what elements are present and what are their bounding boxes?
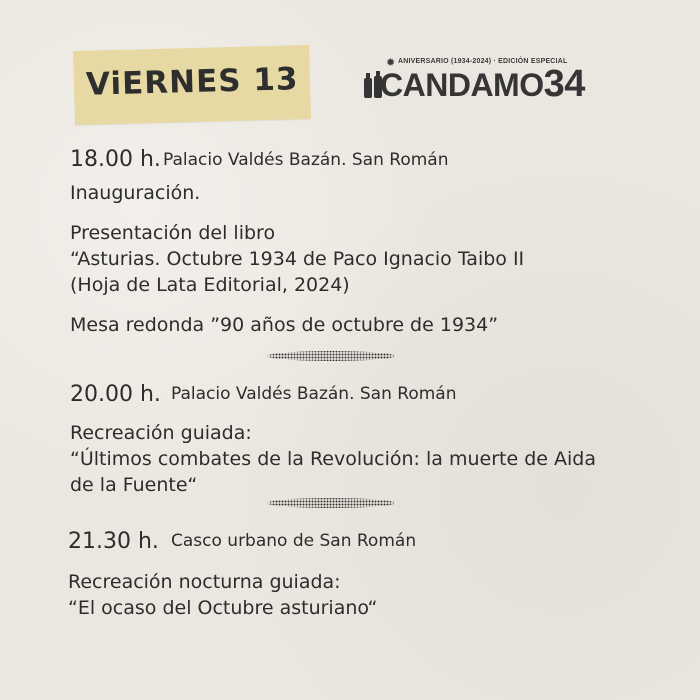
logo-brand-text: CANDAMO xyxy=(380,67,544,103)
event-3-time: 21.30 h. xyxy=(68,529,159,554)
halftone-divider xyxy=(266,497,396,509)
event-2-line-1: Recreación guiada: xyxy=(70,422,252,444)
candamo34-logo xyxy=(360,58,630,104)
sun-icon: ✹ xyxy=(386,56,396,69)
event-2-line-3: de la Fuente“ xyxy=(70,474,198,496)
logo-brand-number: 34 xyxy=(543,63,585,105)
logo-brand xyxy=(380,63,585,106)
logo-subtitle: ANIVERSARIO (1934-2024) · EDICIÓN ESPECIAL xyxy=(398,58,568,65)
event-1-line-2: Presentación del libro xyxy=(70,222,276,244)
event-1-line-4: (Hoja de Lata Editorial, 2024) xyxy=(70,274,350,296)
event-1-line-5: Mesa redonda ”90 años de octubre de 1934” xyxy=(70,314,499,336)
event-1-time: 18.00 h. xyxy=(70,147,161,172)
event-3-line-1: Recreación nocturna guiada: xyxy=(68,571,341,593)
day-title: ViERNES 13 xyxy=(85,61,299,103)
event-2-line-2: “Últimos combates de la Revolución: la muerte de Aida xyxy=(70,448,596,470)
event-3-line-2: “El ocaso del Octubre asturiano“ xyxy=(68,597,378,619)
event-1-line-1: Inauguración. xyxy=(70,182,201,204)
event-2-venue: Palacio Valdés Bazán. San Román xyxy=(171,384,457,404)
event-3-venue: Casco urbano de San Román xyxy=(171,531,417,551)
halftone-divider xyxy=(266,350,396,362)
event-1-venue: Palacio Valdés Bazán. San Román xyxy=(163,150,449,170)
event-1-line-3: “Asturias. Octubre 1934 de Paco Ignacio Taibo II xyxy=(70,248,525,270)
event-2-time: 20.00 h. xyxy=(70,382,161,407)
